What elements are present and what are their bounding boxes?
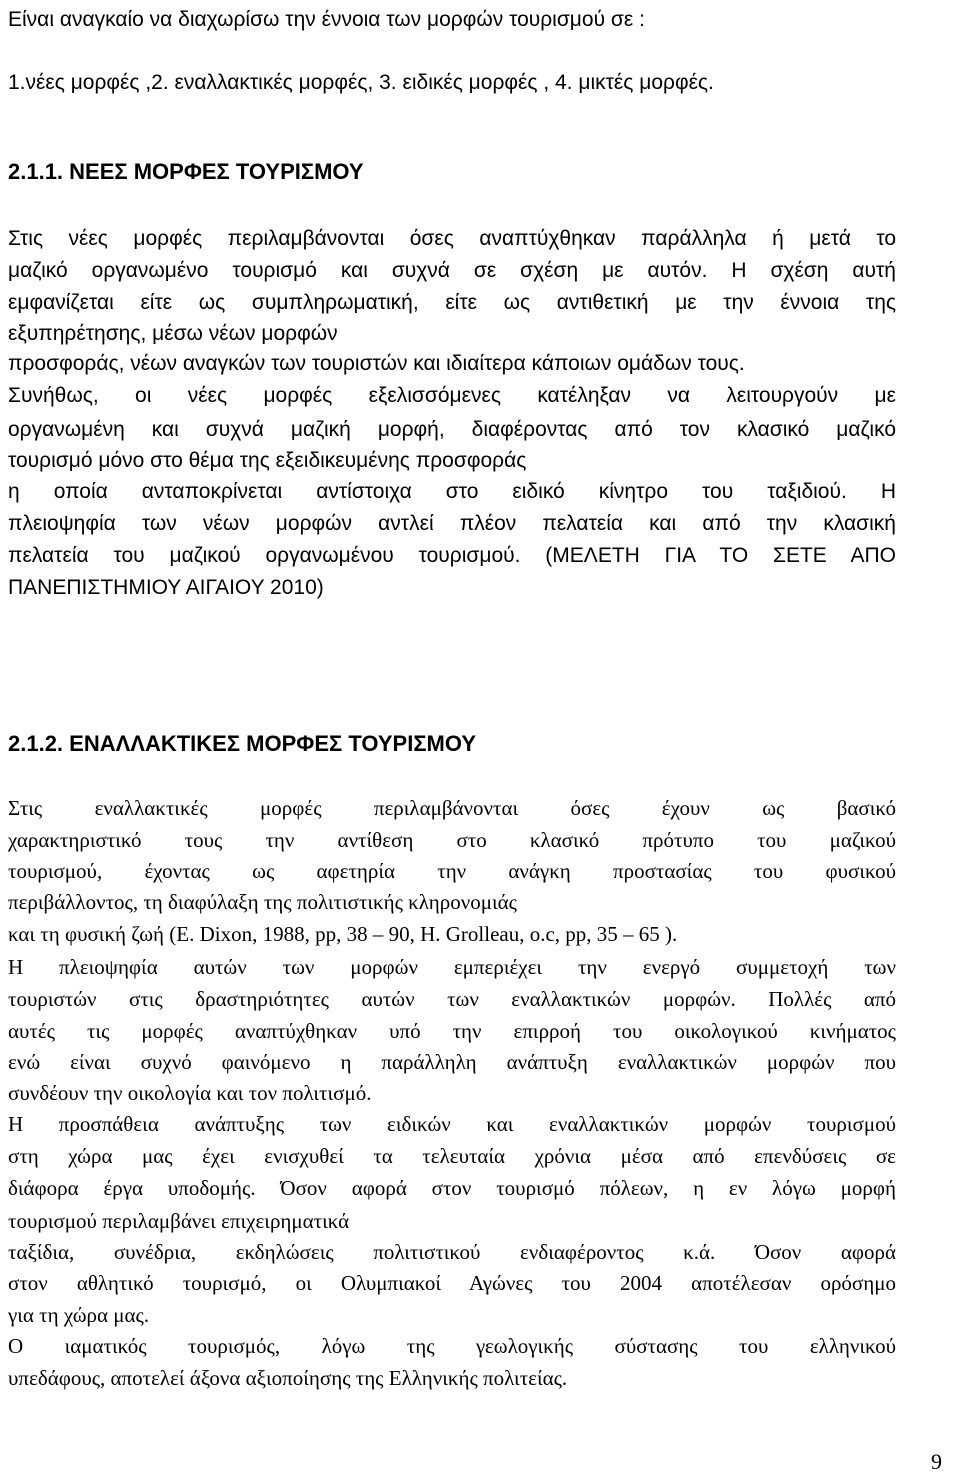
section-2-heading: 2.1.2. ΕΝΑΛΛΑΚΤΙΚΕΣ ΜΟΡΦΕΣ ΤΟΥΡΙΣΜΟΥ	[8, 731, 477, 756]
page-number: 9	[931, 1449, 942, 1474]
intro-line-1: Είναι αναγκαίο να διαχωρίσω την έννοια των μορφών τουρισμού σε :	[8, 8, 645, 31]
section-2-line: στη χώρα μας έχει ενισχυθεί τα τελευταία χρόνια μέσα από επενδύσεις σε	[8, 1144, 896, 1168]
section-2-line: τουρισμού περιλαμβάνει επιχειρηματικά	[8, 1209, 350, 1233]
section-2-line: τουριστών στις δραστηριότητες αυτών των εναλλακτικών μορφών. Πολλές από	[8, 987, 896, 1011]
section-1-line: τουρισμό μόνο στο θέμα της εξειδικευμένης προσφοράς	[8, 449, 527, 472]
section-2-line: περιβάλλοντος, τη διαφύλαξη της πολιτιστικής κληρονομιάς	[8, 890, 517, 914]
section-1-heading: 2.1.1. ΝΕΕΣ ΜΟΡΦΕΣ ΤΟΥΡΙΣΜΟΥ	[8, 159, 364, 184]
intro-line-2: 1.νέες μορφές ,2. εναλλακτικές μορφές, 3. ειδικές μορφές , 4. μικτές μορφές.	[8, 71, 714, 94]
section-2-line: συνδέουν την οικολογία και τον πολιτισμό.	[8, 1081, 372, 1105]
section-1-line: εμφανίζεται είτε ως συμπληρωματική, είτε ως αντιθετική με την έννοια της	[8, 291, 896, 314]
section-2-line: ενώ είναι συχνό φαινόμενο η παράλληλη ανάπτυξη εναλλακτικών μορφών που	[8, 1050, 896, 1074]
section-1-line: πλειοψηφία των νέων μορφών αντλεί πλέον πελατεία και από την κλασική	[8, 512, 896, 535]
section-1-line: προσφοράς, νέων αναγκών των τουριστών και ιδιαίτερα κάποιων ομάδων τους.	[8, 352, 745, 375]
section-2-line: και τη φυσική ζωή (E. Dixon, 1988, pp, 38 – 90, H. Grolleau, o.c, pp, 35 – 65 ).	[8, 922, 678, 946]
section-2-line: για τη χώρα μας.	[8, 1303, 150, 1327]
section-2-line: αυτές τις μορφές αναπτύχθηκαν υπό την επιρροή του οικολογικού κινήματος	[8, 1019, 896, 1043]
section-1-line: οργανωμένη και συχνά μαζική μορφή, διαφέροντας από τον κλασικό μαζικό	[8, 418, 896, 441]
section-1-line: ΠΑΝΕΠΙΣΤΗΜΙΟΥ ΑΙΓΑΙΟΥ 2010)	[8, 576, 324, 599]
section-2-line: Η προσπάθεια ανάπτυξης των ειδικών και εναλλακτικών μορφών τουρισμού	[8, 1112, 896, 1136]
section-1-line: Συνήθως, οι νέες μορφές εξελισσόμενες κατέληξαν να λειτουργούν με	[8, 384, 896, 407]
section-2-line: χαρακτηριστικό τους την αντίθεση στο κλασικό πρότυπο του μαζικού	[8, 828, 896, 852]
section-1-line: μαζικό οργανωμένο τουρισμό και συχνά σε σχέση με αυτόν. Η σχέση αυτή	[8, 259, 896, 282]
section-2-line: τουρισμού, έχοντας ως αφετηρία την ανάγκη προστασίας του φυσικού	[8, 859, 896, 883]
section-2-line: Στις εναλλακτικές μορφές περιλαμβάνονται όσες έχουν ως βασικό	[8, 796, 896, 820]
section-2-line: Ο ιαματικός τουρισμός, λόγω της γεωλογικής σύστασης του ελληνικού	[8, 1334, 896, 1358]
section-2-line: στον αθλητικό τουρισμό, οι Ολυμπιακοί Αγώνες του 2004 αποτέλεσαν ορόσημο	[8, 1271, 896, 1295]
section-2-line: υπεδάφους, αποτελεί άξονα αξιοποίησης της Ελληνικής πολιτείας.	[8, 1366, 568, 1390]
section-1-line: πελατεία του μαζικού οργανωμένου τουρισμού. (ΜΕΛΕΤΗ ΓΙΑ ΤΟ ΣΕΤΕ ΑΠΟ	[8, 544, 896, 567]
section-2-line: ταξίδια, συνέδρια, εκδηλώσεις πολιτιστικού ενδιαφέροντος κ.ά. Όσον αφορά	[8, 1240, 896, 1264]
section-2-line: διάφορα έργα υποδομής. Όσον αφορά στον τουρισμό πόλεων, η εν λόγω μορφή	[8, 1176, 896, 1200]
section-2-line: Η πλειοψηφία αυτών των μορφών εμπεριέχει την ενεργό συμμετοχή των	[8, 955, 896, 979]
section-1-line: η οποία ανταποκρίνεται αντίστοιχα στο ειδικό κίνητρο του ταξιδιού. Η	[8, 480, 896, 503]
section-1-line: εξυπηρέτησης, μέσω νέων μορφών	[8, 322, 338, 345]
section-1-line: Στις νέες μορφές περιλαμβάνονται όσες αναπτύχθηκαν παράλληλα ή μετά το	[8, 227, 896, 250]
